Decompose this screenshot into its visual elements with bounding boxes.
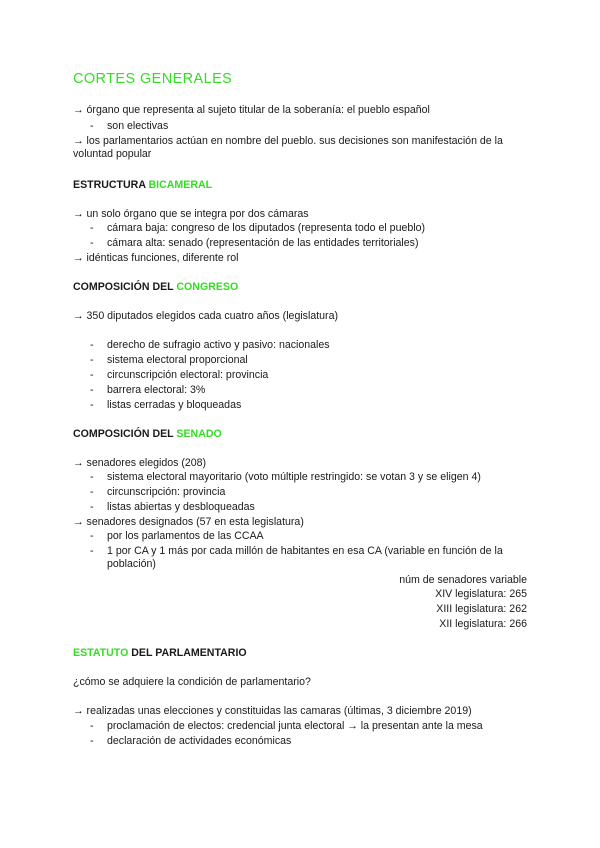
intro-bullet-1: son electivas <box>107 120 169 132</box>
dash-marker: - <box>90 486 94 498</box>
dash-marker: - <box>90 354 94 366</box>
section-heading-estructura <box>73 179 212 192</box>
estatuto-line-1: → realizadas unas elecciones y constituidas las camaras (últimas, 3 diciembre 2019) <box>73 705 472 717</box>
dash-marker: - <box>90 545 94 557</box>
heading-accent: BICAMERAL <box>148 179 213 191</box>
senado-bullet-3: listas abiertas y desbloqueadas <box>107 501 255 513</box>
senado-note-2: XIV legislatura: 265 <box>435 588 527 600</box>
senado-bullet-4: por los parlamentos de las CCAA <box>107 530 264 542</box>
dash-marker: - <box>90 530 94 542</box>
estructura-line-1: → un solo órgano que se integra por dos cámaras <box>73 208 309 220</box>
congreso-bullet-5: listas cerradas y bloqueadas <box>107 399 242 411</box>
senado-bullet-5: 1 por CA y 1 más por cada millón de habitantes en esa CA (variable en función de la población) <box>107 545 503 570</box>
page-title: CORTES GENERALES <box>73 71 233 87</box>
dash-marker: - <box>90 384 94 396</box>
heading-plain: DEL PARLAMENTARIO <box>128 647 247 659</box>
dash-marker: - <box>90 369 94 381</box>
dash-marker: - <box>90 237 94 249</box>
intro-line-2: → los parlamentarios actúan en nombre del pueblo. sus decisiones son manifestación de la voluntad popular <box>73 135 503 160</box>
dash-marker: - <box>90 501 94 513</box>
estatuto-bullet-2: declaración de actividades económicas <box>107 735 292 747</box>
section-heading-senado <box>73 428 222 441</box>
estructura-bullet-1: cámara baja: congreso de los diputados (representa todo el pueblo) <box>107 222 426 234</box>
heading-accent: SENADO <box>176 428 222 440</box>
senado-note-3: XIII legislatura: 262 <box>436 603 527 615</box>
congreso-bullet-2: sistema electoral proporcional <box>107 354 248 366</box>
section-heading-congreso <box>73 281 238 294</box>
intro-line-1: → órgano que representa al sujeto titular de la soberanía: el pueblo español <box>73 104 430 116</box>
heading-accent: CONGRESO <box>176 281 239 293</box>
dash-marker: - <box>90 471 94 483</box>
congreso-line-1: → 350 diputados elegidos cada cuatro años (legislatura) <box>73 310 339 322</box>
heading-accent: ESTATUTO <box>73 647 129 659</box>
heading-plain: COMPOSICIÓN DEL <box>73 428 177 440</box>
senado-bullet-2: circunscripción: provincia <box>107 486 226 498</box>
congreso-bullet-4: barrera electoral: 3% <box>107 384 206 396</box>
dash-marker: - <box>90 222 94 234</box>
dash-marker: - <box>90 339 94 351</box>
congreso-bullet-3: circunscripción electoral: provincia <box>107 369 269 381</box>
dash-marker: - <box>90 720 94 732</box>
section-heading-estatuto <box>73 647 247 660</box>
dash-marker: - <box>90 399 94 411</box>
senado-line-1: → senadores elegidos (208) <box>73 457 207 469</box>
heading-plain: COMPOSICIÓN DEL <box>73 281 177 293</box>
dash-marker: - <box>90 735 94 747</box>
congreso-bullet-1: derecho de sufragio activo y pasivo: nacionales <box>107 339 330 351</box>
senado-note-4: XII legislatura: 266 <box>439 618 527 630</box>
estructura-line-2: → idénticas funciones, diferente rol <box>73 252 239 264</box>
senado-line-2: → senadores designados (57 en esta legislatura) <box>73 516 304 528</box>
heading-plain: ESTRUCTURA <box>73 179 149 191</box>
estatuto-bullet-1: proclamación de electos: credencial junta electoral → la presentan ante la mesa <box>107 720 483 732</box>
dash-marker: - <box>90 120 94 132</box>
estatuto-question: ¿cómo se adquiere la condición de parlamentario? <box>73 676 311 688</box>
senado-note-1: núm de senadores variable <box>399 574 527 586</box>
senado-bullet-1: sistema electoral mayoritario (voto múltiple restringido: se votan 3 y se eligen 4) <box>107 471 481 483</box>
estructura-bullet-2: cámara alta: senado (representación de las entidades territoriales) <box>107 237 419 249</box>
